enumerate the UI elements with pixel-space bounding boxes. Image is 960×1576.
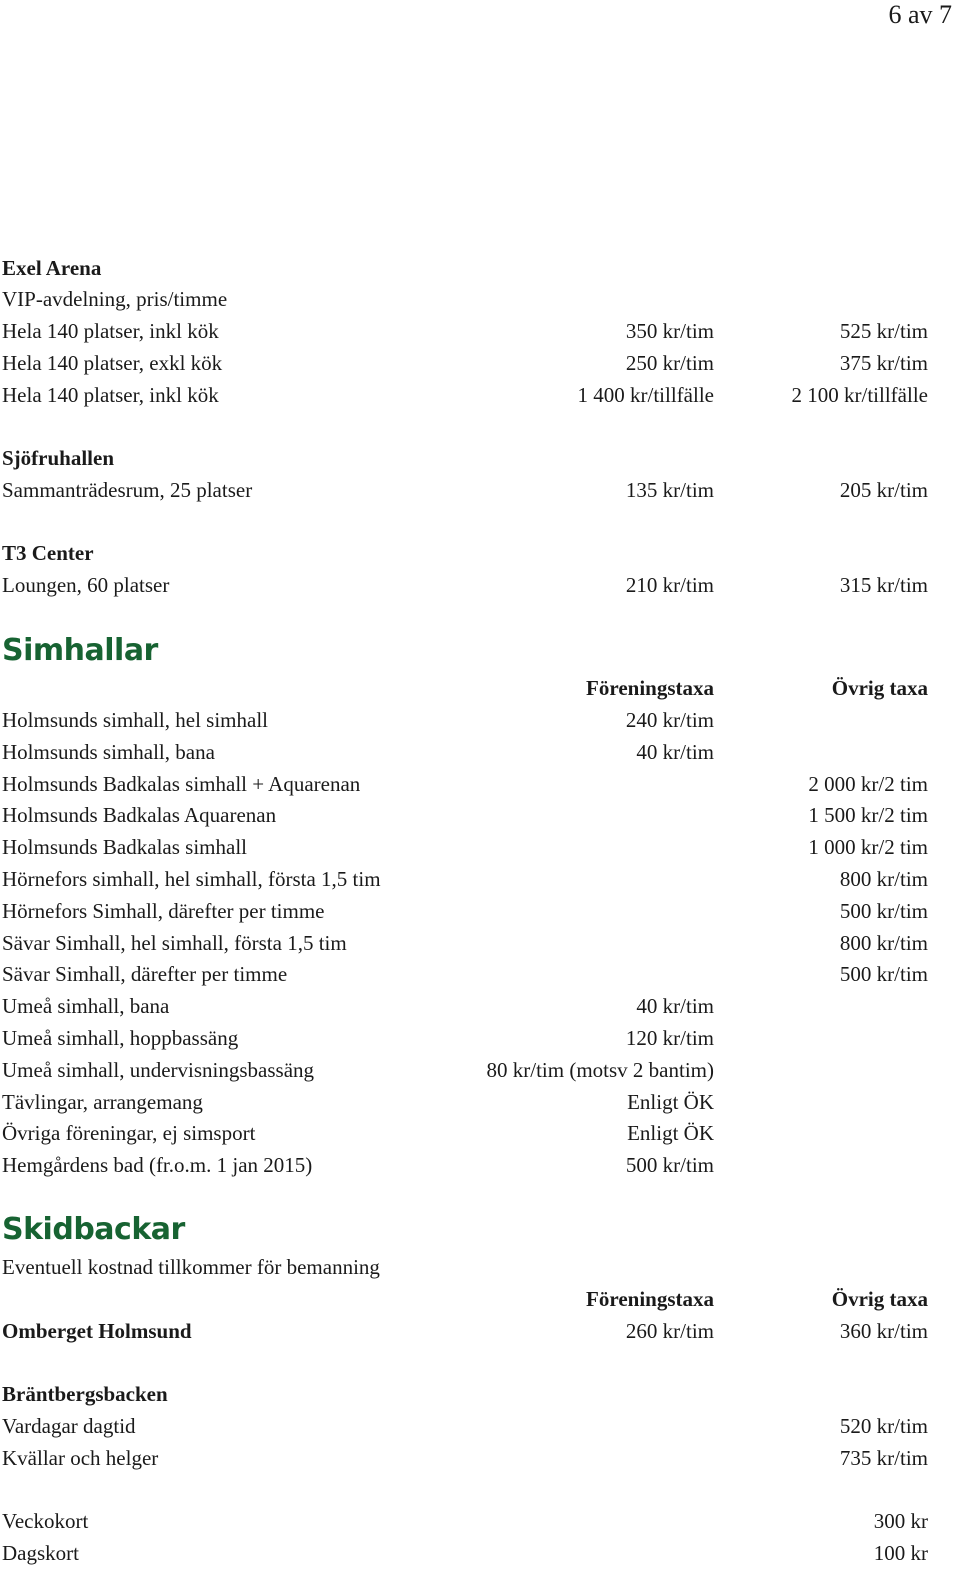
ovrig-price: 500 kr/tim — [839, 962, 928, 986]
forening-price: 1 400 kr/tillfälle — [577, 383, 714, 407]
ovrig-price: 1 500 kr/2 tim — [808, 803, 928, 827]
row-label: Holmsunds Badkalas simhall — [2, 835, 247, 859]
table-row — [2, 927, 928, 959]
row-label: Vardagar dagtid — [2, 1414, 136, 1438]
row-label: Sammanträdesrum, 25 platser — [2, 478, 253, 502]
heading-text: Bräntbergsbacken — [2, 1382, 168, 1406]
forening-price: Enligt ÖK — [627, 1121, 714, 1145]
brantbergsbacken-heading — [2, 1378, 928, 1410]
ovrig-price: 525 kr/tim — [839, 319, 928, 343]
exel-arena-heading — [2, 252, 928, 284]
column-header-forening: Föreningstaxa — [586, 676, 714, 700]
price-row — [2, 569, 928, 601]
exel-arena-subheading — [2, 283, 928, 315]
price-row — [2, 315, 928, 347]
row-label: Holmsunds Badkalas Aquarenan — [2, 803, 277, 827]
ovrig-price: 205 kr/tim — [839, 478, 928, 502]
price-row — [2, 1410, 928, 1442]
row-label: Hörnefors Simhall, därefter per timme — [2, 899, 325, 923]
ovrig-price: 500 kr/tim — [839, 899, 928, 923]
ovrig-price: 1 000 kr/2 tim — [808, 835, 928, 859]
ovrig-price: 520 kr/tim — [839, 1414, 928, 1438]
heading-text: Exel Arena — [2, 256, 102, 280]
row-label: Umeå simhall, hoppbassäng — [2, 1026, 239, 1050]
forening-price: 240 kr/tim — [625, 708, 714, 732]
table-row — [2, 704, 928, 736]
table-row — [2, 990, 928, 1022]
forening-price: 135 kr/tim — [625, 478, 714, 502]
t3-center-heading — [2, 537, 928, 569]
row-label: Tävlingar, arrangemang — [2, 1090, 203, 1114]
row-label: Umeå simhall, bana — [2, 994, 170, 1018]
table-row — [2, 958, 928, 990]
forening-price: 260 kr/tim — [625, 1319, 714, 1343]
ovrig-price: 100 kr — [873, 1541, 928, 1565]
price-row — [2, 1315, 928, 1347]
ovrig-price: 800 kr/tim — [839, 867, 928, 891]
table-row — [2, 863, 928, 895]
row-label: Hela 140 platser, inkl kök — [2, 383, 219, 407]
row-label: Hemgårdens bad (fr.o.m. 1 jan 2015) — [2, 1153, 313, 1177]
price-row — [2, 1505, 928, 1537]
price-row — [2, 1537, 928, 1569]
table-row — [2, 831, 928, 863]
ovrig-price: 315 kr/tim — [839, 573, 928, 597]
forening-price: 210 kr/tim — [625, 573, 714, 597]
column-headers — [2, 1283, 928, 1315]
price-row — [2, 474, 928, 506]
row-label: Umeå simhall, undervisningsbassäng — [2, 1058, 315, 1082]
column-header-forening: Föreningstaxa — [586, 1287, 714, 1311]
simhallar-title: Simhallar — [2, 633, 158, 668]
page-number: 6 av 7 — [888, 0, 952, 29]
row-label: Kvällar och helger — [2, 1446, 159, 1470]
forening-price: 350 kr/tim — [625, 319, 714, 343]
table-row — [2, 799, 928, 831]
column-header-ovrig: Övrig taxa — [831, 1287, 928, 1311]
subheading-text: VIP-avdelning, pris/timme — [2, 287, 228, 311]
skidbackar-note — [2, 1251, 928, 1283]
skidbackar-title: Skidbackar — [2, 1212, 185, 1247]
row-label: Hela 140 platser, inkl kök — [2, 319, 219, 343]
table-row — [2, 895, 928, 927]
column-headers — [2, 672, 928, 704]
ovrig-price: 2 000 kr/2 tim — [808, 772, 928, 796]
table-row — [2, 736, 928, 768]
forening-price: 80 kr/tim (motsv 2 bantim) — [486, 1058, 714, 1082]
forening-price: 250 kr/tim — [625, 351, 714, 375]
row-label: Omberget Holmsund — [2, 1319, 192, 1343]
row-label: Övriga föreningar, ej simsport — [2, 1121, 256, 1145]
row-label: Sävar Simhall, hel simhall, första 1,5 tim — [2, 931, 347, 955]
table-row — [2, 1149, 928, 1181]
price-row — [2, 379, 928, 411]
forening-price: 500 kr/tim — [625, 1153, 714, 1177]
row-label: Holmsunds simhall, bana — [2, 740, 215, 764]
row-label: Sävar Simhall, därefter per timme — [2, 962, 288, 986]
forening-price: Enligt ÖK — [627, 1090, 714, 1114]
row-label: Dagskort — [2, 1541, 79, 1565]
table-row — [2, 1054, 928, 1086]
row-label: Loungen, 60 platser — [2, 573, 170, 597]
column-header-ovrig: Övrig taxa — [831, 676, 928, 700]
price-row — [2, 1442, 928, 1474]
table-row — [2, 1022, 928, 1054]
ovrig-price: 2 100 kr/tillfälle — [791, 383, 928, 407]
note-text: Eventuell kostnad tillkommer för bemanning — [2, 1255, 380, 1279]
row-label: Hörnefors simhall, hel simhall, första 1,5 tim — [2, 867, 381, 891]
table-row — [2, 768, 928, 800]
heading-text: Sjöfruhallen — [2, 446, 115, 470]
row-label: Veckokort — [2, 1509, 89, 1533]
ovrig-price: 375 kr/tim — [839, 351, 928, 375]
heading-text: T3 Center — [2, 541, 94, 565]
ovrig-price: 300 kr — [873, 1509, 928, 1533]
price-row — [2, 347, 928, 379]
forening-price: 120 kr/tim — [625, 1026, 714, 1050]
row-label: Hela 140 platser, exkl kök — [2, 351, 223, 375]
forening-price: 40 kr/tim — [636, 994, 714, 1018]
table-row — [2, 1117, 928, 1149]
row-label: Holmsunds simhall, hel simhall — [2, 708, 268, 732]
table-row — [2, 1086, 928, 1118]
ovrig-price: 360 kr/tim — [839, 1319, 928, 1343]
row-label: Holmsunds Badkalas simhall + Aquarenan — [2, 772, 361, 796]
sjofruhallen-heading — [2, 442, 928, 474]
ovrig-price: 800 kr/tim — [839, 931, 928, 955]
forening-price: 40 kr/tim — [636, 740, 714, 764]
ovrig-price: 735 kr/tim — [839, 1446, 928, 1470]
